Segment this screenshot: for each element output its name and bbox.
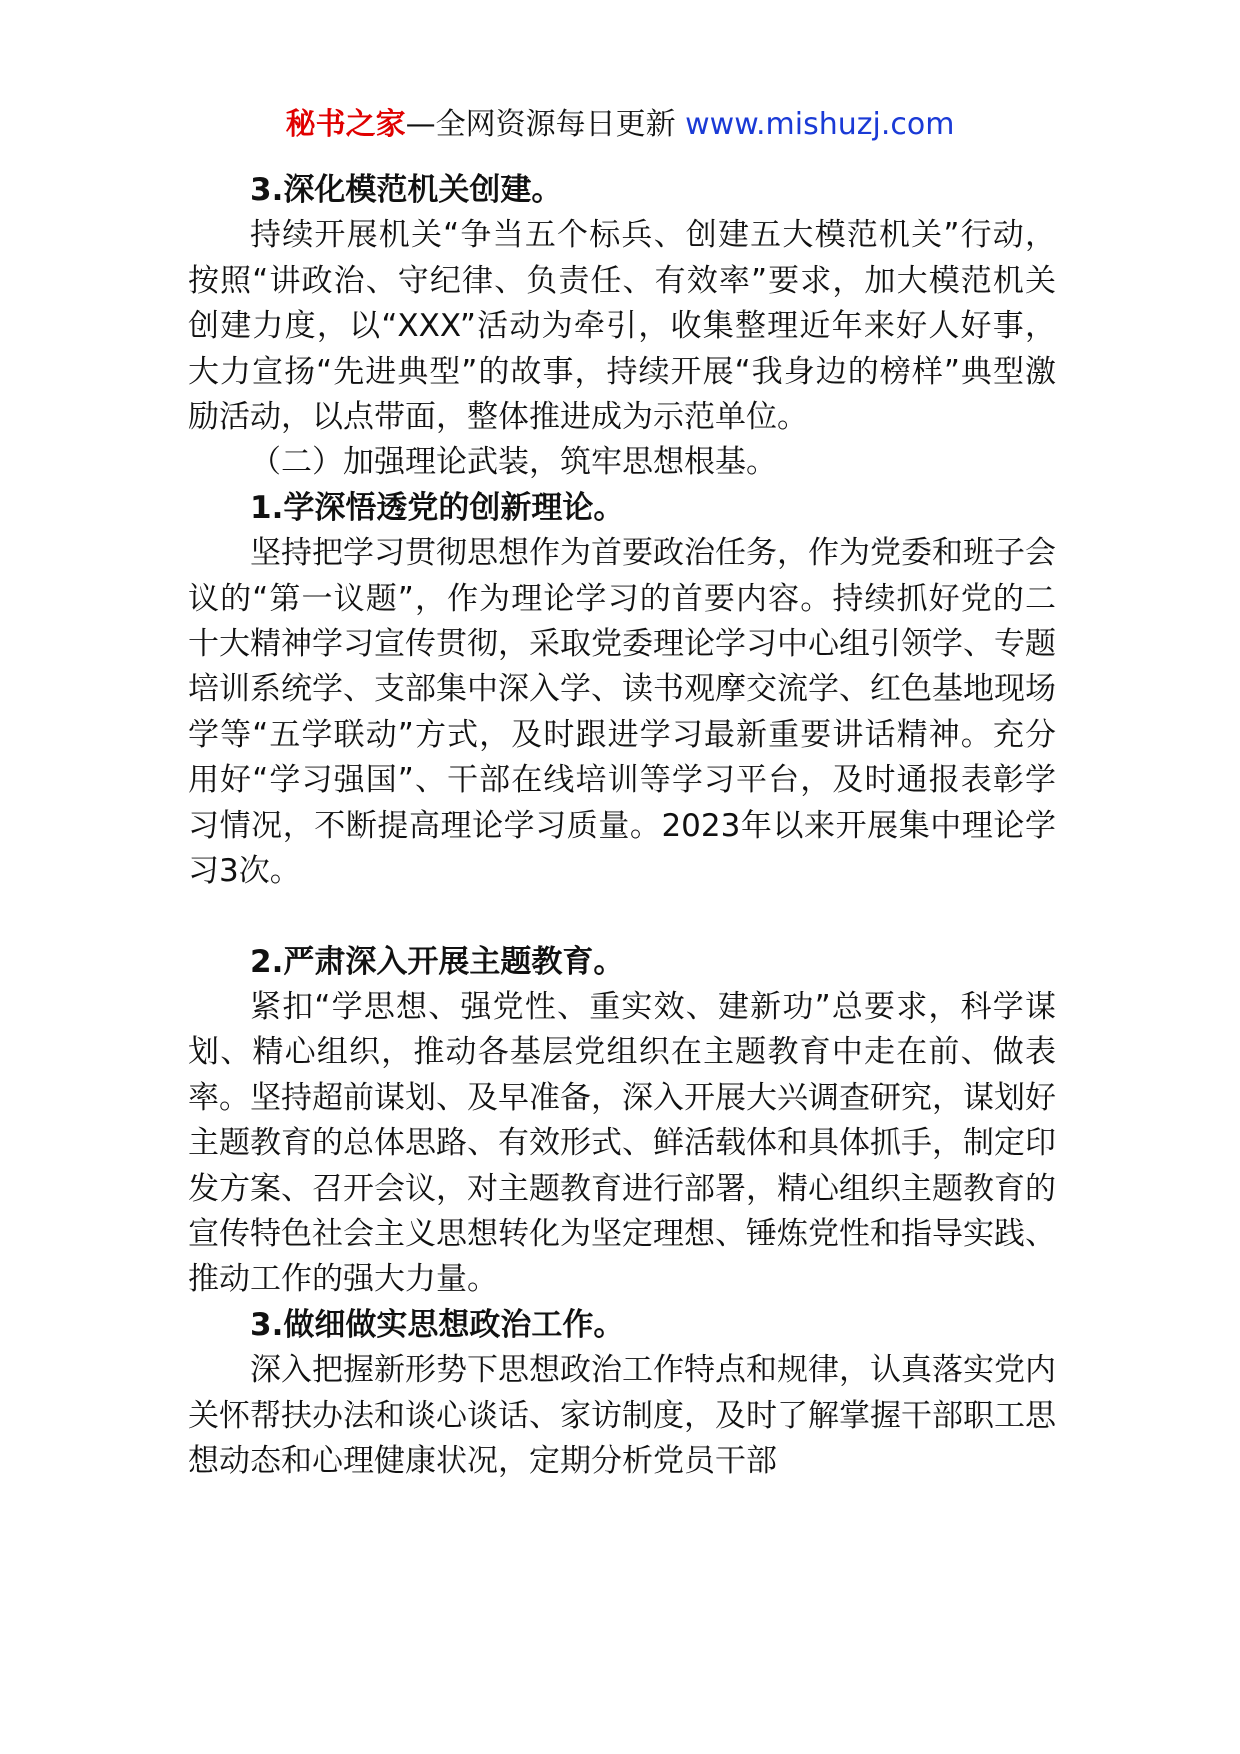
subheading-innovation-theory: 1.学深悟透党的创新理论。 [250,489,625,526]
paragraph-theme-education: 紧扣“学思想、强党性、重实效、建新功”总要求，科学谋划、精心组织，推动各基层党组织在主题教育中走在前、做表率。坚持超前谋划、及早准备，深入开展大兴调查研究，谋划好主题教育的总体思路、有效形式、鲜活载体和具体抓手，制定印发方案、召开会议，对主题教育进行部署，精心组织主题教育的宣传特色社会主义思想转化为坚定理想、锤炼党性和指导实践、推动工作的强大力量。 [188,988,1056,1298]
paragraph-model-agency: 持续开展机关“争当五个标兵、创建五大模范机关”行动，按照“讲政治、守纪律、负责任、有效率”要求，加大模范机关创建力度，以“XXX”活动为牵引，收集整理近年来好人好事，大力宣扬“先进典型”的故事，持续开展“我身边的榜样”典型激励活动，以点带面，整体推进成为示范单位。 [188,217,1056,436]
header-url-link[interactable]: www.mishuzj.com [685,107,955,142]
section-heading-theory: （二）加强理论武装，筑牢思想根基。 [250,444,777,481]
subheading-model-agency: 3.深化模范机关创建。 [250,172,563,208]
brand-name: 秘书之家 [285,107,406,142]
page-header [0,100,1240,150]
document-body [188,168,1056,1484]
header-slogan: —全网资源每日更新 [405,107,676,142]
subheading-theme-education: 2.严肃深入开展主题教育。 [250,943,625,980]
paragraph-political-work: 深入把握新形势下思想政治工作特点和规律，认真落实党内关怀帮扶办法和谈心谈话、家访制度，及时了解掌握干部职工思想动态和心理健康状况，定期分析党员干部 [188,1352,1056,1479]
subheading-political-work: 3.做细做实思想政治工作。 [250,1306,625,1343]
paragraph-innovation-theory: 坚持把学习贯彻思想作为首要政治任务，作为党委和班子会议的“第一议题”，作为理论学习的首要内容。持续抓好党的二十大精神学习宣传贯彻，采取党委理论学习中心组引领学、专题培训系统学、支部集中深入学、读书观摩交流学、红色基地现场学等“五学联动”方式，及时跟进学习最新重要讲话精神。充分用好“学习强国”、干部在线培训等学习平台，及时通报表彰学习情况，不断提高理论学习质量。2023年以来开展集中理论学习3次。 [188,535,1056,890]
